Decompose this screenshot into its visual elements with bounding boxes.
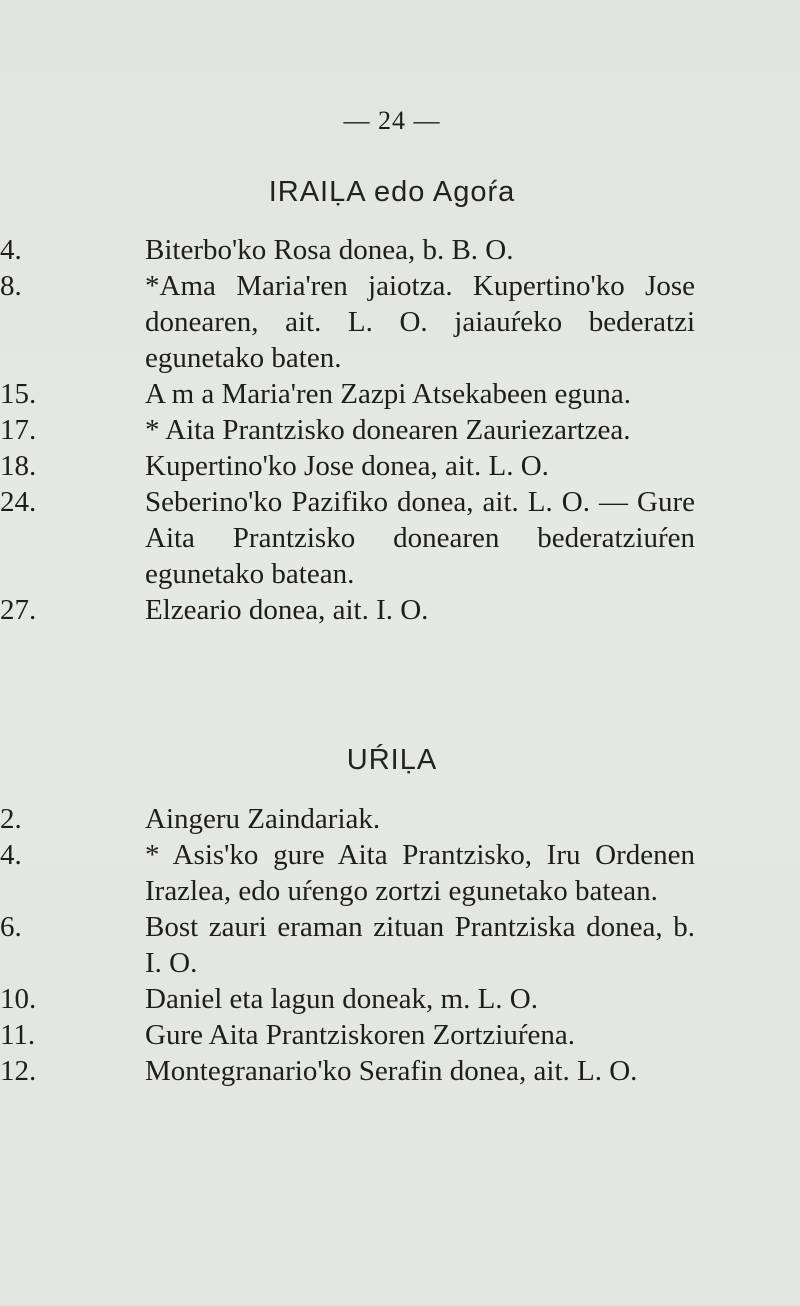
list-item: [0, 801, 695, 837]
entry-day: 11.: [0, 1019, 36, 1051]
entry-day: 6.: [0, 911, 22, 943]
entry-text: Biterbo'ko Rosa donea, b. B. O.: [145, 234, 514, 266]
entry-day: 4.: [0, 839, 22, 871]
entry-text: A m a Maria'ren Zazpi Atsekabeen eguna.: [145, 378, 631, 410]
list-item: [0, 981, 695, 1017]
entry-text: Gure Aita Prantziskoren Zortziuŕena.: [145, 1019, 576, 1051]
entry-text: Kupertino'ko Jose donea, ait. L. O.: [145, 450, 549, 482]
entry-text: * Aita Prantzisko donearen Zauriezartzea.: [145, 414, 631, 446]
list-item: [0, 1053, 695, 1089]
entry-text: *Ama Maria'ren jaiotza. Kupertino'ko Jose donearen, ait. L. O. jaiauŕeko bederatzi egunetako baten.: [145, 270, 695, 374]
entry-list-iraila: [0, 232, 800, 628]
section-title-urila: UŔIḶA: [346, 744, 438, 776]
entry-day: 15.: [0, 378, 37, 410]
list-item: [0, 592, 695, 628]
section-title-iraila: IRAIḶA edo Agoŕa: [268, 176, 516, 208]
entry-day: 18.: [0, 450, 37, 482]
entry-list-urila: [0, 801, 800, 1089]
entry-day: 24.: [0, 486, 37, 518]
entry-day: 4.: [0, 234, 22, 266]
entry-text: Seberino'ko Pazifiko donea, ait. L. O. — Gure Aita Prantzisko donearen bederatziuŕen egunetako batean.: [145, 486, 695, 590]
entry-text: Montegranario'ko Serafin donea, ait. L. O.: [145, 1055, 638, 1087]
entry-text: Aingeru Zaindariak.: [145, 803, 381, 835]
list-item: [0, 448, 695, 484]
list-item: [0, 1017, 695, 1053]
page-number: — 24 —: [343, 106, 441, 135]
entry-day: 17.: [0, 414, 37, 446]
entry-text: * Asis'ko gure Aita Prantzisko, Iru Ordenen Irazlea, edo uŕengo zortzi egunetako batean.: [145, 839, 695, 907]
list-item: [0, 232, 695, 268]
entry-day: 2.: [0, 803, 22, 835]
list-item: [0, 484, 695, 592]
entry-day: 27.: [0, 594, 37, 626]
list-item: [0, 837, 695, 909]
entry-text: Bost zauri eraman zituan Prantziska donea, b. I. O.: [145, 911, 695, 979]
entry-day: 10.: [0, 983, 37, 1015]
list-item: [0, 376, 695, 412]
entry-day: 8.: [0, 270, 22, 302]
list-item: [0, 909, 695, 981]
entry-text: Daniel eta lagun doneak, m. L. O.: [145, 983, 538, 1015]
list-item: [0, 412, 695, 448]
entry-day: 12.: [0, 1055, 37, 1087]
entry-text: Elzeario donea, ait. I. O.: [145, 594, 429, 626]
list-item: [0, 268, 695, 376]
